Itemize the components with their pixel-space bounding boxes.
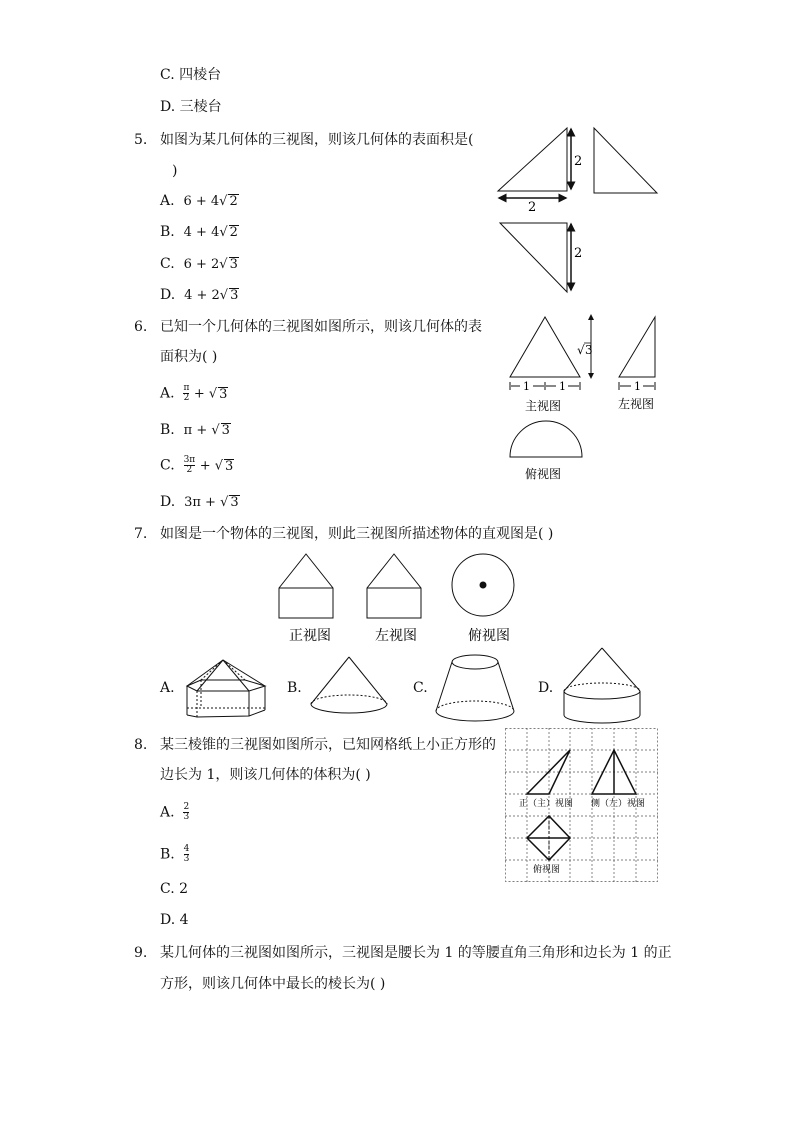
q7-front-caption: 正视图 bbox=[289, 628, 331, 644]
q6-front-caption: 主视图 bbox=[525, 399, 562, 413]
q5-stem-line2: ) bbox=[172, 163, 178, 179]
q8-option-a bbox=[160, 803, 189, 822]
q6-option-d-expr: 3π + bbox=[184, 495, 216, 510]
q8-option-b-denominator: 3 bbox=[183, 854, 190, 864]
q7-option-d: D. bbox=[538, 680, 554, 696]
q7-option-c-figure bbox=[432, 651, 518, 725]
q5-stem-line1: 如图为某几何体的三视图，则该几何体的表面积是( bbox=[160, 132, 474, 148]
q7-option-c: C. bbox=[413, 680, 428, 696]
q5-option-a-expr: 6 + 4 bbox=[183, 194, 220, 209]
q6-number: 6. bbox=[134, 319, 148, 335]
q5-option-b: B. 4 + 4√ 2 bbox=[160, 224, 238, 240]
q8-option-b-numerator: 4 bbox=[183, 844, 190, 854]
q8-side-caption: 侧（左）视图 bbox=[591, 799, 646, 809]
q7-three-view-figure bbox=[275, 550, 525, 650]
q8-front-caption: 正（主）视图 bbox=[519, 799, 574, 809]
q6-stem-line1: 已知一个几何体的三视图如图所示，则该几何体的表 bbox=[160, 319, 482, 335]
q7-left-caption: 左视图 bbox=[375, 628, 417, 644]
q4-option-d: D. 三棱台 bbox=[160, 99, 222, 115]
q5-option-a: A. 6 + 4√ 2 bbox=[160, 193, 238, 209]
q6-option-a-label: A. bbox=[160, 385, 175, 402]
q7-top-view-dot bbox=[480, 582, 487, 589]
q8-option-b bbox=[160, 845, 189, 864]
q6-option-d-radicand: 3 bbox=[230, 495, 239, 510]
q7-option-d-figure bbox=[560, 645, 644, 729]
q5-option-a-label: A. bbox=[160, 193, 175, 209]
q4-option-c: C. 四棱台 bbox=[160, 67, 222, 83]
q6-side-view bbox=[619, 317, 655, 377]
q6-side-width-label: 1 bbox=[634, 380, 641, 393]
q5-option-d-radicand: 3 bbox=[230, 288, 239, 303]
q5-option-b-expr: 4 + 4 bbox=[183, 225, 220, 240]
q6-option-b-expr: π + bbox=[183, 423, 208, 438]
q8-option-a-denominator: 3 bbox=[183, 812, 190, 822]
q7-number: 7. bbox=[134, 526, 148, 542]
q6-width-label-1: 1 bbox=[523, 380, 530, 393]
q5-option-b-label: B. bbox=[160, 224, 175, 240]
q7-top-caption: 俯视图 bbox=[468, 628, 510, 644]
q5-option-c-label: C. bbox=[160, 256, 175, 272]
q6-option-b: B. π + √ 3 bbox=[160, 422, 230, 438]
q5-height-label-2: 2 bbox=[574, 246, 583, 261]
q8-stem-line2: 边长为 1，则该几何体的体积为( ) bbox=[160, 767, 371, 783]
q8-option-a-numerator: 2 bbox=[183, 802, 190, 812]
q6-top-view bbox=[510, 421, 582, 457]
q8-option-c: C. 2 bbox=[160, 881, 189, 897]
q5-width-label: 2 bbox=[528, 200, 537, 215]
q7-option-b-figure bbox=[307, 654, 391, 718]
q5-top-view bbox=[500, 223, 567, 292]
q6-option-a-numerator: π bbox=[183, 383, 190, 393]
q8-number: 8. bbox=[134, 737, 148, 753]
q5-option-d: D. 4 + 2√ 3 bbox=[160, 287, 239, 303]
q5-option-c-expr: 6 + 2 bbox=[183, 257, 220, 272]
q5-option-a-radicand: 2 bbox=[229, 194, 238, 209]
q8-top-caption: 俯视图 bbox=[533, 865, 561, 875]
q6-option-a: A. $\frac{\pi}{2}$ + √ 3 bbox=[160, 383, 228, 403]
q6-option-c-denominator: 2 bbox=[184, 465, 196, 475]
q9-stem-line2: 方形，则该几何体中最长的棱长为( ) bbox=[160, 976, 386, 992]
q7-option-a: A. bbox=[160, 680, 175, 696]
q7-option-b: B. bbox=[287, 680, 302, 696]
q6-option-c-label: C. bbox=[160, 457, 175, 474]
q7-left-view bbox=[367, 554, 421, 618]
q5-height-label-1: 2 bbox=[574, 154, 583, 169]
q8-option-d: D. 4 bbox=[160, 912, 189, 928]
q5-side-view bbox=[594, 128, 657, 193]
q7-option-a-figure bbox=[183, 656, 273, 722]
q5-option-c-radicand: 3 bbox=[229, 257, 238, 272]
q8-option-a-label: A. bbox=[160, 804, 175, 821]
q8-option-b-label: B. bbox=[160, 846, 175, 863]
q6-option-d: D. 3π + √ 3 bbox=[160, 494, 239, 510]
q6-option-c-numerator: 3π bbox=[183, 455, 196, 465]
q8-grid-figure bbox=[505, 728, 658, 882]
q5-option-c: C. 6 + 2√ 3 bbox=[160, 256, 238, 272]
q8-stem-line1: 某三棱锥的三视图如图所示，已知网格纸上小正方形的 bbox=[160, 737, 496, 753]
q6-height-radical: √ bbox=[577, 343, 585, 357]
q6-stem-line2: 面积为( ) bbox=[160, 349, 218, 365]
q6-height-value: 3 bbox=[585, 343, 593, 357]
q6-option-c: C. $\frac{3\pi}{2}$ + √ 3 bbox=[160, 455, 234, 475]
q6-front-view bbox=[510, 317, 580, 377]
q5-three-view-figure bbox=[495, 125, 665, 300]
q7-stem: 如图是一个物体的三视图，则此三视图所描述物体的直观图是( ) bbox=[160, 526, 554, 542]
q5-option-d-label: D. bbox=[160, 287, 176, 303]
q6-three-view-figure bbox=[505, 312, 665, 487]
q5-front-view bbox=[498, 128, 567, 191]
q6-option-d-label: D. bbox=[160, 494, 176, 510]
q5-number: 5. bbox=[134, 132, 148, 148]
q9-number: 9. bbox=[134, 945, 148, 961]
q7-front-view bbox=[279, 554, 333, 618]
q6-option-b-radicand: 3 bbox=[221, 423, 230, 438]
q6-width-label-2: 1 bbox=[559, 380, 566, 393]
q6-top-caption: 俯视图 bbox=[525, 467, 562, 481]
q6-option-a-denominator: 2 bbox=[183, 393, 190, 403]
q6-option-a-radicand: 3 bbox=[219, 386, 228, 402]
q5-option-d-expr: 4 + 2 bbox=[184, 288, 220, 303]
q6-option-c-radicand: 3 bbox=[225, 458, 234, 474]
q6-side-caption: 左视图 bbox=[618, 397, 655, 411]
q6-option-b-label: B. bbox=[160, 422, 175, 438]
q9-stem-line1: 某几何体的三视图如图所示，三视图是腰长为 1 的等腰直角三角形和边长为 1 的正 bbox=[160, 945, 672, 961]
q5-option-b-radicand: 2 bbox=[229, 225, 238, 240]
